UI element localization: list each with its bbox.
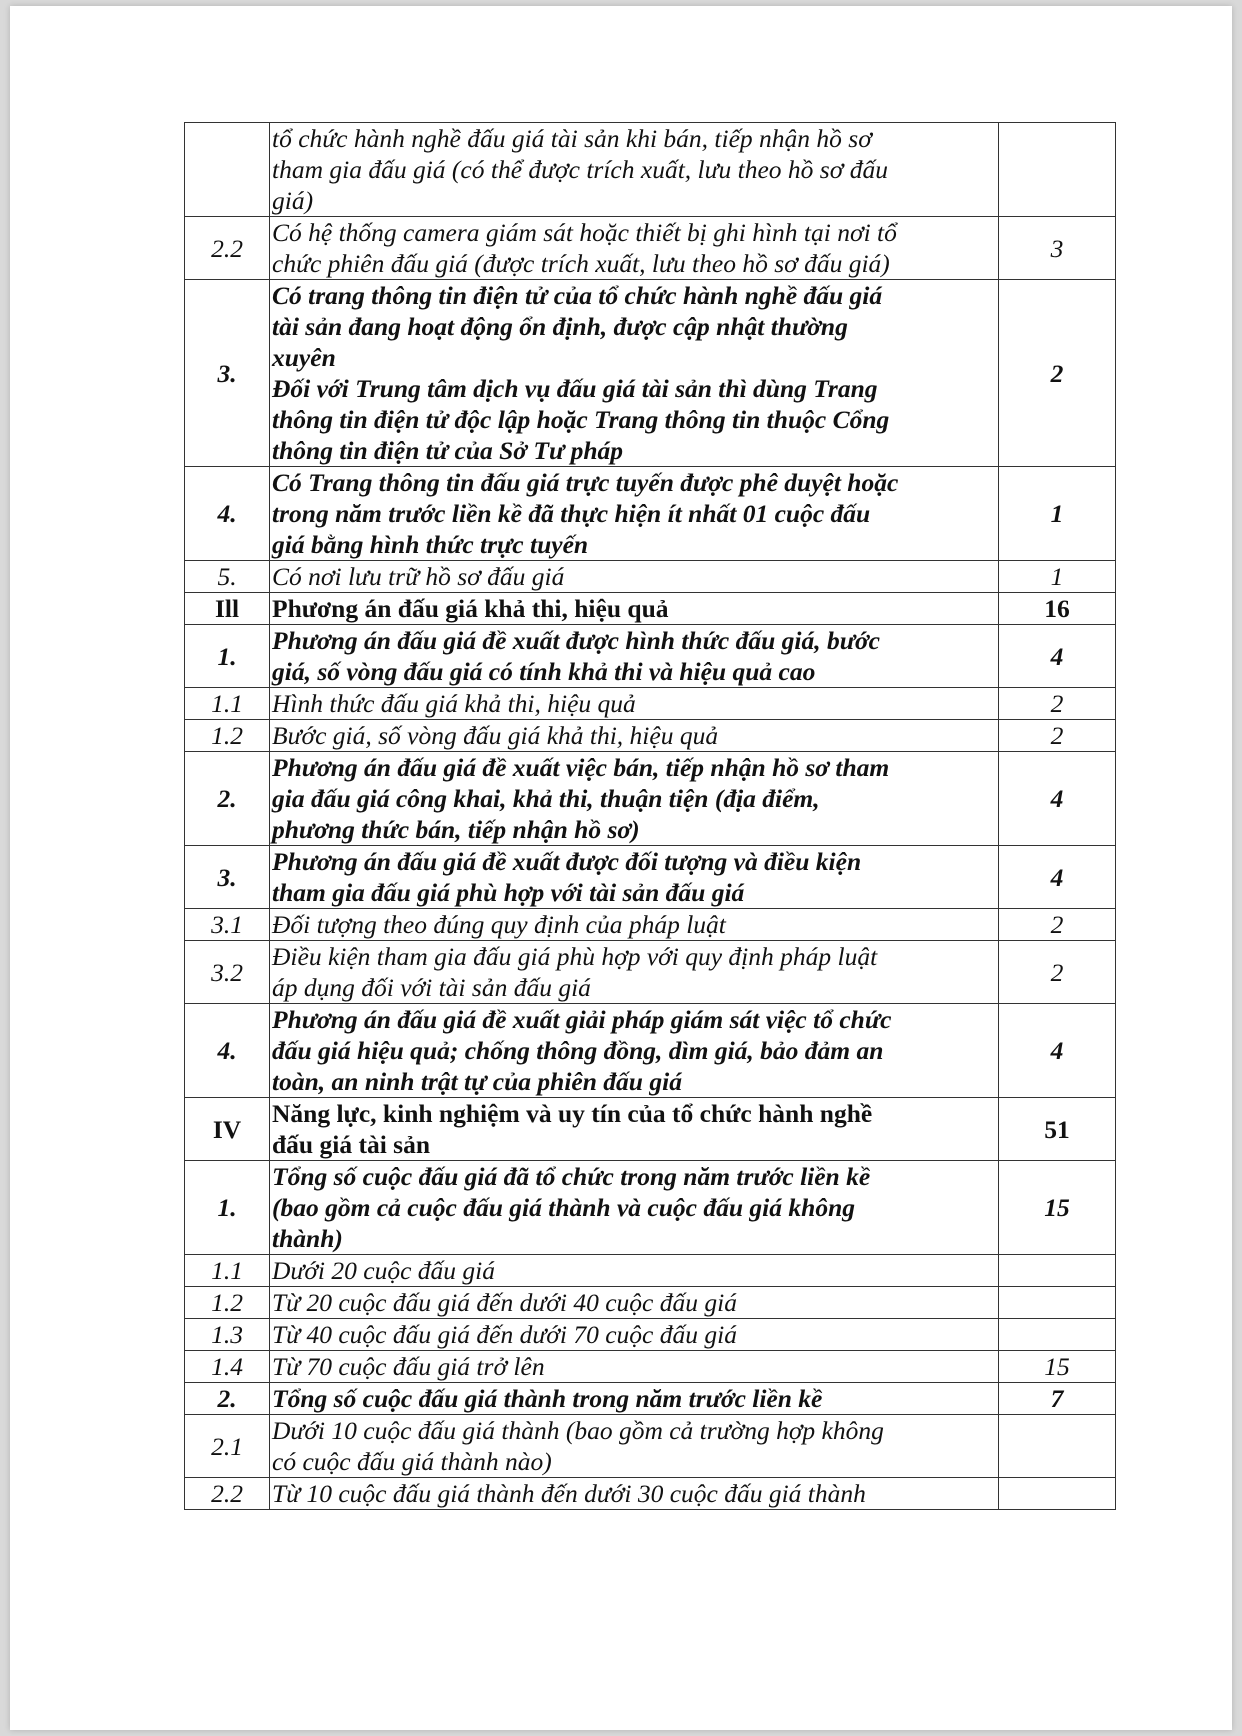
criteria-text bbox=[270, 1161, 999, 1255]
criteria-line: Phương án đấu giá đề xuất việc bán, tiếp nhận hồ sơ tham bbox=[272, 753, 890, 782]
score-value: 15 bbox=[999, 1351, 1116, 1383]
score-value bbox=[999, 1287, 1116, 1319]
row-number: 4. bbox=[185, 467, 270, 561]
criteria-text bbox=[270, 1319, 999, 1351]
score-value bbox=[999, 1415, 1116, 1478]
criteria-line: Điều kiện tham gia đấu giá phù hợp với quy định pháp luật bbox=[272, 942, 878, 971]
score-value bbox=[999, 1255, 1116, 1287]
table-row bbox=[185, 561, 1116, 593]
criteria-text bbox=[270, 467, 999, 561]
criteria-line: Bước giá, số vòng đấu giá khả thi, hiệu quả bbox=[272, 721, 719, 750]
criteria-text bbox=[270, 1478, 999, 1510]
score-value: 2 bbox=[999, 941, 1116, 1004]
criteria-line: Từ 20 cuộc đấu giá đến dưới 40 cuộc đấu giá bbox=[272, 1288, 737, 1317]
table-row bbox=[185, 280, 1116, 467]
table-row bbox=[185, 1319, 1116, 1351]
row-number: 1. bbox=[185, 1161, 270, 1255]
criteria-text bbox=[270, 625, 999, 688]
criteria-line: thông tin điện tử độc lập hoặc Trang thông tin thuộc Cổng bbox=[272, 405, 890, 434]
score-value bbox=[999, 1319, 1116, 1351]
criteria-line: Có nơi lưu trữ hồ sơ đấu giá bbox=[272, 562, 565, 591]
criteria-text bbox=[270, 752, 999, 846]
table-row bbox=[185, 1478, 1116, 1510]
document-page bbox=[10, 6, 1232, 1730]
criteria-line: Có Trang thông tin đấu giá trực tuyến được phê duyệt hoặc bbox=[272, 468, 899, 497]
criteria-text bbox=[270, 688, 999, 720]
criteria-line: áp dụng đối với tài sản đấu giá bbox=[272, 973, 591, 1002]
criteria-line: tài sản đang hoạt động ổn định, được cập nhật thường bbox=[272, 312, 848, 341]
table-row bbox=[185, 1287, 1116, 1319]
score-value: 4 bbox=[999, 625, 1116, 688]
criteria-text bbox=[270, 1351, 999, 1383]
score-value: 4 bbox=[999, 752, 1116, 846]
table-row bbox=[185, 909, 1116, 941]
criteria-line: Từ 70 cuộc đấu giá trở lên bbox=[272, 1352, 545, 1381]
table-row bbox=[185, 1255, 1116, 1287]
row-number: 1.4 bbox=[185, 1351, 270, 1383]
scoring-criteria-table bbox=[184, 122, 1116, 1510]
row-number: 1. bbox=[185, 625, 270, 688]
criteria-line: Phương án đấu giá đề xuất giải pháp giám sát việc tổ chức bbox=[272, 1005, 892, 1034]
criteria-line: đấu giá tài sản bbox=[272, 1130, 431, 1159]
criteria-line: phương thức bán, tiếp nhận hồ sơ) bbox=[272, 815, 640, 844]
criteria-line: Đối với Trung tâm dịch vụ đấu giá tài sản thì dùng Trang bbox=[272, 374, 878, 403]
row-number: 2.2 bbox=[185, 1478, 270, 1510]
table-row bbox=[185, 1004, 1116, 1098]
criteria-line: toàn, an ninh trật tự của phiên đấu giá bbox=[272, 1067, 682, 1096]
score-value: 2 bbox=[999, 280, 1116, 467]
criteria-line: Phương án đấu giá đề xuất được đối tượng và điều kiện bbox=[272, 847, 862, 876]
score-value: 7 bbox=[999, 1383, 1116, 1415]
criteria-text bbox=[270, 593, 999, 625]
criteria-text bbox=[270, 1415, 999, 1478]
criteria-line: tham gia đấu giá (có thể được trích xuất, lưu theo hồ sơ đấu bbox=[272, 155, 888, 184]
criteria-line: giá, số vòng đấu giá có tính khả thi và hiệu quả cao bbox=[272, 657, 816, 686]
table-row bbox=[185, 752, 1116, 846]
criteria-line: Tổng số cuộc đấu giá thành trong năm trước liền kề bbox=[272, 1384, 823, 1413]
criteria-line: Phương án đấu giá đề xuất được hình thức đấu giá, bước bbox=[272, 626, 881, 655]
score-value: 1 bbox=[999, 467, 1116, 561]
criteria-line: Tổng số cuộc đấu giá đã tổ chức trong năm trước liền kề bbox=[272, 1162, 871, 1191]
row-number: 2.2 bbox=[185, 217, 270, 280]
criteria-text bbox=[270, 280, 999, 467]
criteria-line: Có hệ thống camera giám sát hoặc thiết bị ghi hình tại nơi tổ bbox=[272, 218, 897, 247]
table-row bbox=[185, 123, 1116, 217]
criteria-line: gia đấu giá công khai, khả thi, thuận tiện (địa điểm, bbox=[272, 784, 820, 813]
table-row bbox=[185, 720, 1116, 752]
score-value: 1 bbox=[999, 561, 1116, 593]
criteria-line: Hình thức đấu giá khả thi, hiệu quả bbox=[272, 689, 636, 718]
criteria-line: có cuộc đấu giá thành nào) bbox=[272, 1447, 552, 1476]
criteria-text bbox=[270, 1004, 999, 1098]
row-number: 3. bbox=[185, 280, 270, 467]
criteria-line: Phương án đấu giá khả thi, hiệu quả bbox=[272, 594, 669, 623]
table-row bbox=[185, 1351, 1116, 1383]
criteria-line: Có trang thông tin điện tử của tổ chức hành nghề đấu giá bbox=[272, 281, 883, 310]
criteria-text bbox=[270, 909, 999, 941]
score-value: 2 bbox=[999, 688, 1116, 720]
row-number: 4. bbox=[185, 1004, 270, 1098]
score-value bbox=[999, 123, 1116, 217]
criteria-line: đấu giá hiệu quả; chống thông đồng, dìm giá, bảo đảm an bbox=[272, 1036, 884, 1065]
row-number: 1.2 bbox=[185, 1287, 270, 1319]
row-number: 1.1 bbox=[185, 688, 270, 720]
table-row bbox=[185, 688, 1116, 720]
row-number: 2. bbox=[185, 1383, 270, 1415]
row-number: 1.3 bbox=[185, 1319, 270, 1351]
criteria-text bbox=[270, 217, 999, 280]
table-row bbox=[185, 1098, 1116, 1161]
row-number: 3.1 bbox=[185, 909, 270, 941]
criteria-line: Từ 10 cuộc đấu giá thành đến dưới 30 cuộc đấu giá thành bbox=[272, 1479, 866, 1508]
row-number: Ill bbox=[185, 593, 270, 625]
table-row bbox=[185, 467, 1116, 561]
table-row bbox=[185, 941, 1116, 1004]
criteria-line: thông tin điện tử của Sở Tư pháp bbox=[272, 436, 624, 465]
row-number: 3.2 bbox=[185, 941, 270, 1004]
criteria-text bbox=[270, 561, 999, 593]
score-value: 3 bbox=[999, 217, 1116, 280]
table-row bbox=[185, 625, 1116, 688]
criteria-line: Dưới 10 cuộc đấu giá thành (bao gồm cả trường hợp không bbox=[272, 1416, 884, 1445]
row-number: 3. bbox=[185, 846, 270, 909]
row-number: 2.1 bbox=[185, 1415, 270, 1478]
criteria-line: chức phiên đấu giá (được trích xuất, lưu theo hồ sơ đấu giá) bbox=[272, 249, 890, 278]
criteria-text bbox=[270, 720, 999, 752]
table-row bbox=[185, 1415, 1116, 1478]
row-number: 1.1 bbox=[185, 1255, 270, 1287]
criteria-text bbox=[270, 123, 999, 217]
criteria-line: Năng lực, kinh nghiệm và uy tín của tổ chức hành nghề bbox=[272, 1099, 873, 1128]
criteria-text bbox=[270, 1383, 999, 1415]
criteria-line: Đối tượng theo đúng quy định của pháp luật bbox=[272, 910, 726, 939]
criteria-line: Dưới 20 cuộc đấu giá bbox=[272, 1256, 495, 1285]
criteria-line: (bao gồm cả cuộc đấu giá thành và cuộc đấu giá không bbox=[272, 1193, 856, 1222]
table-row bbox=[185, 846, 1116, 909]
criteria-text bbox=[270, 941, 999, 1004]
row-number: 2. bbox=[185, 752, 270, 846]
table-body bbox=[185, 123, 1116, 1510]
score-value: 51 bbox=[999, 1098, 1116, 1161]
table-row bbox=[185, 1161, 1116, 1255]
score-value: 15 bbox=[999, 1161, 1116, 1255]
table-row bbox=[185, 593, 1116, 625]
score-value: 4 bbox=[999, 1004, 1116, 1098]
criteria-line: Từ 40 cuộc đấu giá đến dưới 70 cuộc đấu giá bbox=[272, 1320, 737, 1349]
criteria-line: giá) bbox=[272, 186, 314, 215]
criteria-line: thành) bbox=[272, 1224, 343, 1253]
criteria-line: trong năm trước liền kề đã thực hiện ít nhất 01 cuộc đấu bbox=[272, 499, 871, 528]
score-value bbox=[999, 1478, 1116, 1510]
row-number: 1.2 bbox=[185, 720, 270, 752]
row-number: IV bbox=[185, 1098, 270, 1161]
score-value: 16 bbox=[999, 593, 1116, 625]
criteria-line: tham gia đấu giá phù hợp với tài sản đấu giá bbox=[272, 878, 745, 907]
criteria-text bbox=[270, 1287, 999, 1319]
score-value: 2 bbox=[999, 720, 1116, 752]
table-row bbox=[185, 217, 1116, 280]
criteria-text bbox=[270, 1098, 999, 1161]
criteria-text bbox=[270, 846, 999, 909]
criteria-line: tổ chức hành nghề đấu giá tài sản khi bán, tiếp nhận hồ sơ bbox=[272, 124, 872, 153]
table-row bbox=[185, 1383, 1116, 1415]
score-value: 2 bbox=[999, 909, 1116, 941]
row-number: 5. bbox=[185, 561, 270, 593]
criteria-line: giá bằng hình thức trực tuyến bbox=[272, 530, 589, 559]
score-value: 4 bbox=[999, 846, 1116, 909]
criteria-text bbox=[270, 1255, 999, 1287]
row-number bbox=[185, 123, 270, 217]
criteria-line: xuyên bbox=[272, 343, 336, 372]
